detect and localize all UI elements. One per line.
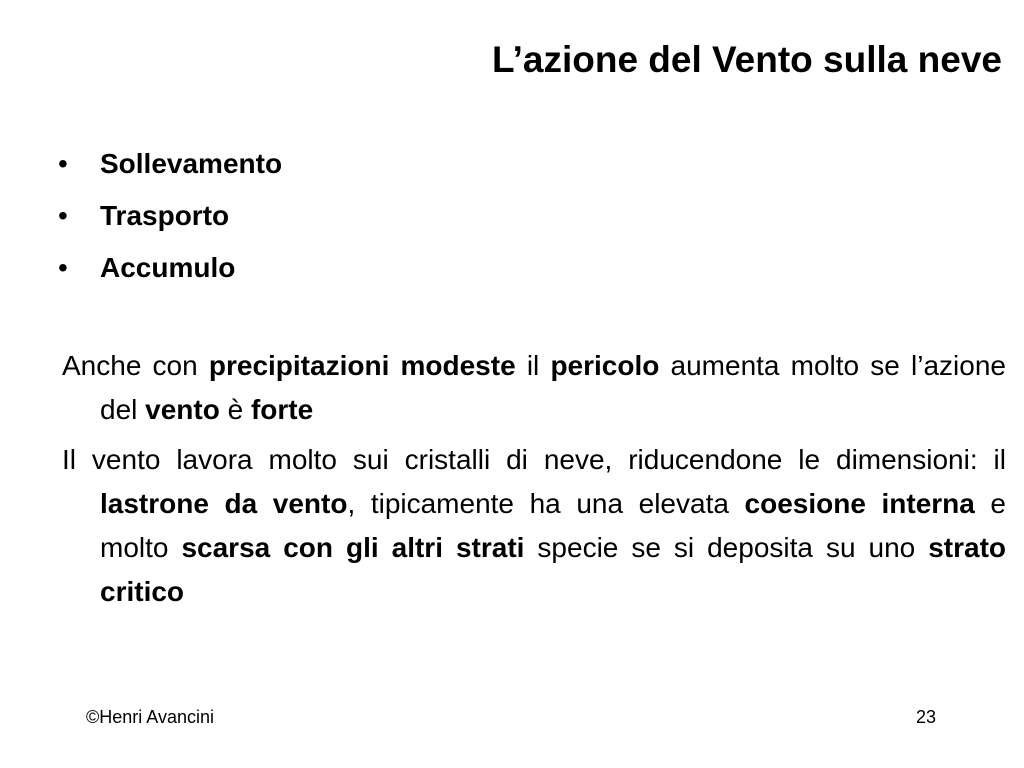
emphasis-scarsa-coesione: scarsa con gli altri strati	[181, 532, 525, 563]
bullet-label: Accumulo	[100, 252, 236, 283]
text-run: , tipicamente ha una elevata	[347, 488, 745, 519]
bullet-dot-icon: •	[58, 148, 68, 179]
text-run: specie se si deposita su uno	[524, 532, 929, 563]
footer-author: ©Henri Avancini	[86, 707, 214, 727]
bullet-label: Sollevamento	[100, 148, 283, 179]
emphasis-pericolo: pericolo	[550, 350, 660, 381]
bullet-item-trasporto	[58, 190, 282, 242]
paragraph-wind-danger	[62, 344, 1006, 432]
emphasis-vento: vento	[145, 394, 220, 425]
page-number: 23	[915, 707, 936, 727]
text-run: Il vento lavora molto sui cristalli di neve, riducendone le dimensioni: il	[62, 444, 1006, 475]
bullet-label: Trasporto	[100, 200, 230, 231]
bullet-list	[58, 138, 282, 294]
emphasis-forte: forte	[250, 394, 314, 425]
paragraph-wind-slab	[62, 438, 1006, 614]
emphasis-coesione: coesione interna	[744, 488, 975, 519]
bullet-item-sollevamento	[58, 138, 282, 190]
slide-title: L’azione del Vento sulla neve	[492, 39, 1002, 80]
text-run: Anche con	[62, 350, 209, 381]
bullet-item-accumulo	[58, 242, 282, 294]
text-run: aumenta molto se l’azione del	[100, 350, 1006, 425]
text-run: è	[219, 394, 251, 425]
text-run: e molto	[100, 488, 1007, 563]
emphasis-precipitazioni: precipitazioni modeste	[208, 350, 516, 381]
emphasis-strato-critico: strato critico	[100, 532, 1007, 607]
text-run: il	[515, 350, 551, 381]
emphasis-lastrone: lastrone da vento	[100, 488, 348, 519]
bullet-dot-icon: •	[58, 200, 68, 231]
bullet-dot-icon: •	[58, 252, 68, 283]
